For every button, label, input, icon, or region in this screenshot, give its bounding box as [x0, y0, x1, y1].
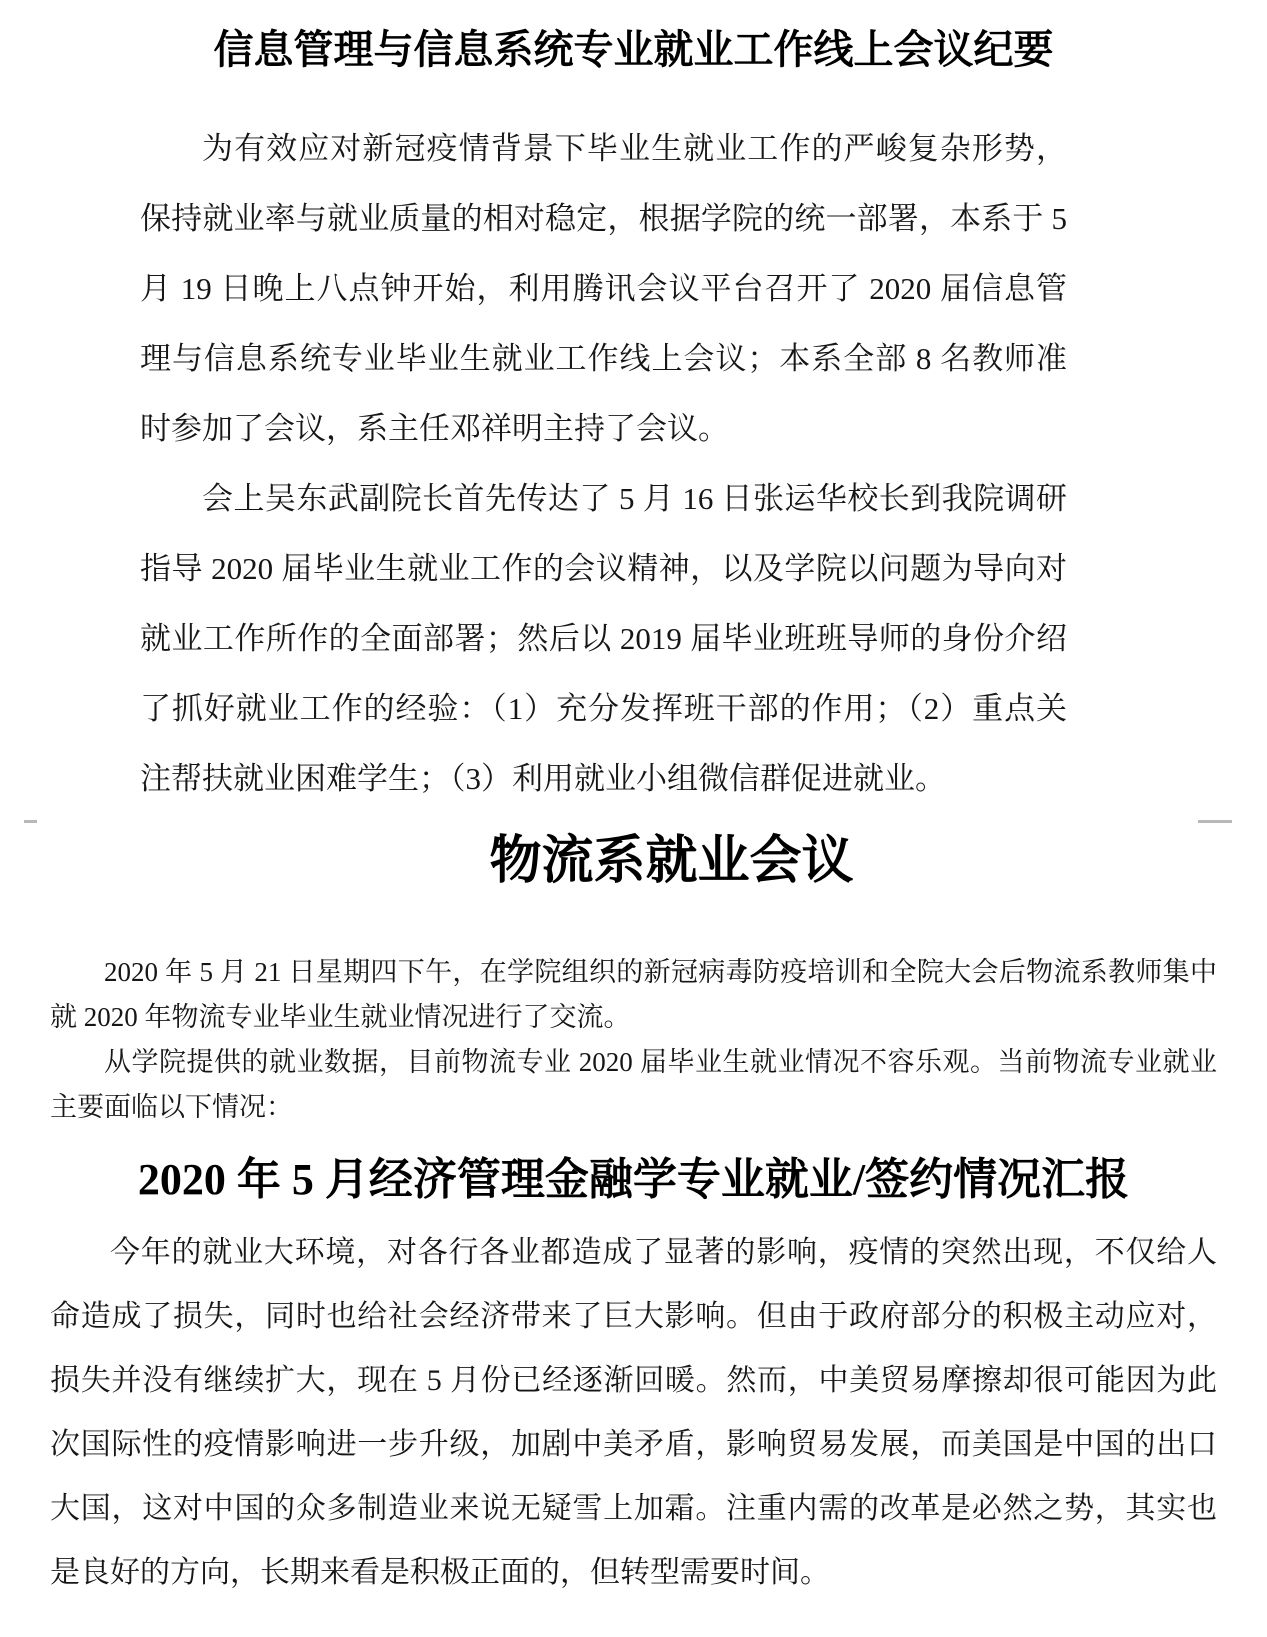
finance-report-paragraph-1: 今年的就业大环境，对各行各业都造成了显著的影响，疫情的突然出现，不仅给人命造成了损失，同时也给社会经济带来了巨大影响。但由于政府部分的积极主动应对，损失并没有继续扩大，现在 5 月份已经逐渐回暖。然而，中美贸易摩擦却很可能因为此次国际性的疫情影响进一步升级，加剧中美矛盾，影响贸易发展，而美国是中国的出口大国，这对中国的众多制造业来说无疑雪上加霜。注重内需的改革是必然之势，其实也是良好的方向，长期来看是积极正面的，但转型需要时间。 [50, 1236, 1217, 1590]
page-break-marks [24, 820, 1232, 823]
logistics-meeting-title: 物流系就业会议 [489, 832, 854, 890]
finance-report-section [50, 1221, 1217, 1625]
logistics-meeting-paragraph-2: 从学院提供的就业数据，目前物流专业 2020 届毕业生就业情况不容乐观。当前物流专业就业主要面临以下情况： [50, 1047, 1217, 1123]
meeting-minutes-paragraph-1: 为有效应对新冠疫情背景下毕业生就业工作的严峻复杂形势，保持就业率与就业质量的相对稳定，根据学院的统一部署，本系于 5 月 19 日晚上八点钟开始，利用腾讯会议平台召开了 2020 届信息管理与信息系统专业毕业生就业工作线上会议；本系全部 8 名教师准时参加了会议，系主任邓祥明主持了会议。 [140, 131, 1067, 446]
page-edge-dash-right-icon [1198, 820, 1232, 823]
meeting-minutes-section [140, 114, 1067, 814]
meeting-minutes-paragraph-2: 会上吴东武副院长首先传达了 5 月 16 日张运华校长到我院调研指导 2020 届毕业生就业工作的会议精神，以及学院以问题为导向对就业工作所作的全面部署；然后以 2019 届毕业班班导师的身份介绍了抓好就业工作的经验：（1）充分发挥班干部的作用；（2）重点关注帮扶就业困难学生；（3）利用就业小组微信群促进就业。 [140, 481, 1067, 796]
logistics-meeting-paragraph-1: 2020 年 5 月 21 日星期四下午，在学院组织的新冠病毒防疫培训和全院大会后物流系教师集中就 2020 年物流专业毕业生就业情况进行了交流。 [50, 957, 1217, 1033]
logistics-meeting-section [50, 950, 1217, 1130]
page-edge-dash-left-icon [24, 820, 37, 823]
meeting-minutes-title: 信息管理与信息系统专业就业工作线上会议纪要 [213, 28, 1054, 72]
finance-report-title: 2020 年 5 月经济管理金融学专业就业/签约情况汇报 [137, 1155, 1130, 1205]
